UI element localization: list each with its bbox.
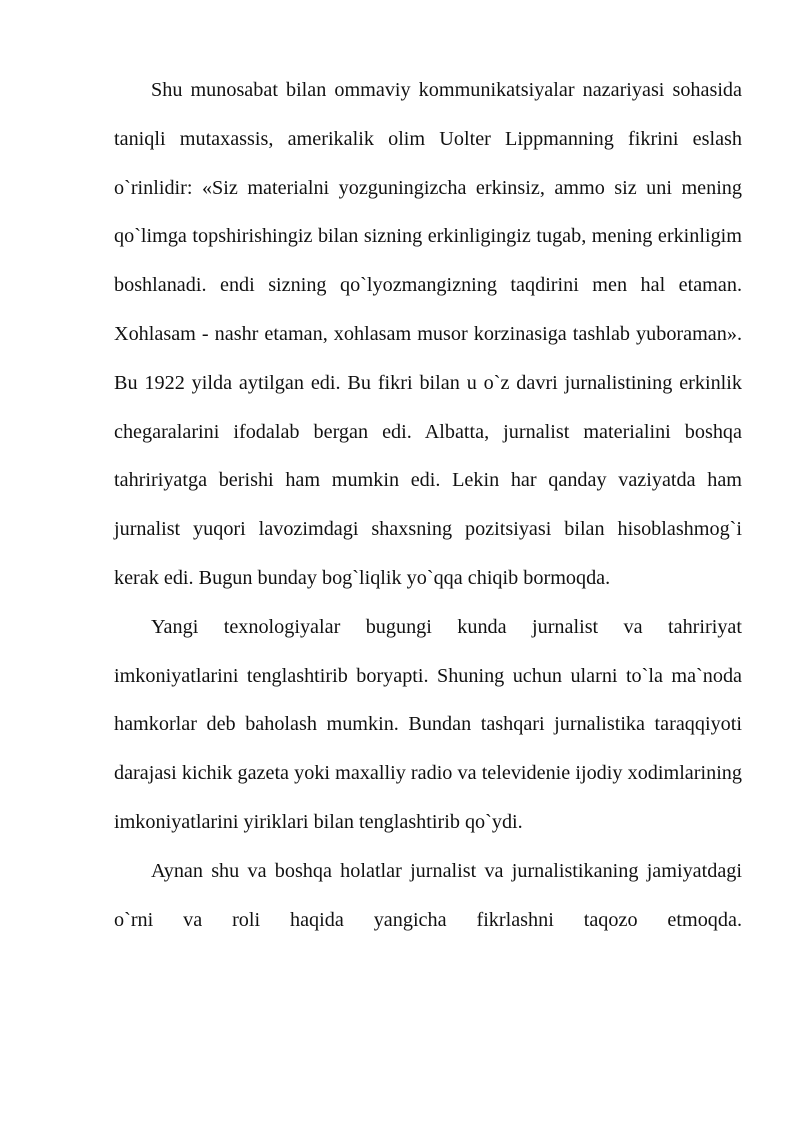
body-text [114, 66, 742, 944]
paragraph-3: Aynan shu va boshqa holatlar jurnalist va jurnalistikaning jamiyatdagi o`rni va roli haqida yangicha fikrlashni taqozo etmoqda. [114, 859, 742, 931]
paragraph-1: Shu munosabat bilan ommaviy kommunikatsiyalar nazariyasi sohasida taniqli mutaxassis, amerikalik olim Uolter Lippmanning fikrini eslash o`rinlidir: «Siz materialni yozguningizcha erkinsiz, ammo siz uni mening qo`limga topshirishingiz bilan sizning erkinligingiz tugab, mening erkinligim boshlanadi. endi sizning qo`lyozmangizning taqdirini men hal etaman. Xohlasam - nashr etaman, xohlasam musor korzinasiga tashlab yuboraman». Bu 1922 yilda aytilgan edi. Bu fikri bilan u o`z davri jurnalistining erkinlik chegaralarini ifodalab bergan edi. Albatta, jurnalist materialini boshqa tahririyatga berishi ham mumkin edi. Lekin har qanday vaziyatda ham jurnalist yuqori lavozimdagi shaxsning pozitsiyasi bilan hisoblashmog`i kerak edi. Bugun bunday bog`liqlik yo`qqa chiqib bormoqda. [114, 79, 742, 589]
paragraph-2: Yangi texnologiyalar bugungi kunda jurnalist va tahririyat imkoniyatlarini tenglashtirib boryapti. Shuning uchun ularni to`la ma`noda hamkorlar deb baholash mumkin. Bundan tashqari jurnalistika taraqqiyoti darajasi kichik gazeta yoki maxalliy radio va televidenie ijodiy xodimlarining imkoniyatlarini yiriklari bilan tenglashtirib qo`ydi. [114, 615, 742, 833]
